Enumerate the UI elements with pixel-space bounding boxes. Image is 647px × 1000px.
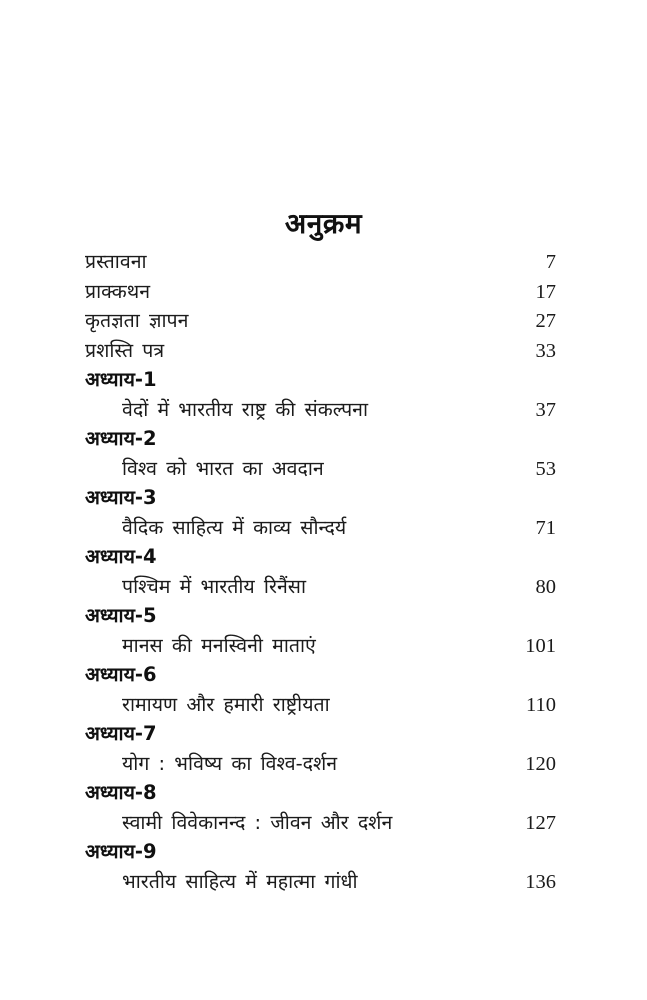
toc-entry-page-number: 7	[545, 251, 556, 273]
toc-entry-label: कृतज्ञता ज्ञापन	[85, 309, 189, 332]
toc-entry-label: प्राक्कथन	[85, 279, 151, 303]
chapter-entry	[85, 749, 556, 779]
chapter-entry-label: वैदिक साहित्य में काव्य सौन्दर्य	[122, 515, 347, 539]
toc-entry-page-number: 17	[535, 280, 556, 303]
chapter-entry-page-number: 53	[535, 457, 556, 480]
toc-entry	[85, 336, 556, 366]
toc-entry-label: प्रस्तावना	[85, 250, 147, 273]
chapter-heading	[85, 719, 556, 749]
chapter-entry-page-number: 80	[535, 575, 556, 598]
chapter-entry-label: मानस की मनस्विनी माताएं	[122, 633, 316, 657]
chapter-heading	[85, 542, 556, 572]
chapter-entry-page-number: 120	[525, 752, 556, 775]
chapter-heading-label: अध्याय-9	[85, 840, 157, 863]
chapter-heading	[85, 483, 556, 513]
toc-entry	[85, 247, 556, 277]
chapter-entry-label: भारतीय साहित्य में महात्मा गांधी	[122, 869, 358, 893]
chapter-heading-label: अध्याय-5	[85, 604, 157, 627]
toc-entry-page-number: 27	[535, 310, 556, 332]
chapter-entry-page-number: 71	[535, 516, 556, 539]
chapter-entry-page-number: 110	[526, 693, 556, 716]
chapter-entry-label: स्वामी विवेकानन्द : जीवन और दर्शन	[122, 810, 393, 834]
chapter-heading	[85, 424, 556, 454]
chapter-heading-label: अध्याय-6	[85, 663, 157, 686]
chapter-heading-label: अध्याय-1	[85, 368, 157, 391]
chapter-entry	[85, 513, 556, 543]
chapter-heading-label: अध्याय-2	[85, 427, 157, 450]
chapter-entry	[85, 395, 556, 425]
chapter-entry-page-number: 136	[525, 870, 556, 893]
page-title: अनुक्रम	[284, 207, 363, 240]
chapter-heading	[85, 778, 556, 808]
chapter-entry-label: रामायण और हमारी राष्ट्रीयता	[122, 692, 330, 716]
chapter-entry	[85, 690, 556, 720]
chapter-entry-label: विश्व को भारत का अवदान	[122, 456, 324, 480]
chapter-entry-label: पश्चिम में भारतीय रिनैंसा	[122, 574, 307, 598]
toc-entry	[85, 277, 556, 307]
chapter-heading	[85, 837, 556, 867]
chapter-entry	[85, 631, 556, 661]
chapter-heading-label: अध्याय-4	[85, 545, 157, 568]
chapter-entry-label: वेदों में भारतीय राष्ट्र की संकल्पना	[122, 397, 369, 421]
toc-entry-label: प्रशस्ति पत्र	[85, 338, 165, 362]
chapter-heading	[85, 660, 556, 690]
chapter-heading-label: अध्याय-3	[85, 486, 157, 509]
chapter-heading	[85, 601, 556, 631]
chapter-entry	[85, 808, 556, 838]
chapter-entry	[85, 572, 556, 602]
chapter-entry	[85, 454, 556, 484]
toc-entry	[85, 306, 556, 336]
chapter-heading	[85, 365, 556, 395]
chapter-entry-page-number: 127	[525, 811, 556, 834]
table-of-contents	[85, 247, 556, 896]
chapter-heading-label: अध्याय-8	[85, 781, 157, 804]
chapter-heading-label: अध्याय-7	[85, 722, 157, 745]
chapter-entry-label: योग : भविष्य का विश्व-दर्शन	[122, 751, 338, 775]
chapter-entry-page-number: 101	[525, 634, 556, 657]
chapter-entry	[85, 867, 556, 897]
chapter-entry-page-number: 37	[535, 398, 556, 421]
toc-entry-page-number: 33	[535, 339, 556, 362]
